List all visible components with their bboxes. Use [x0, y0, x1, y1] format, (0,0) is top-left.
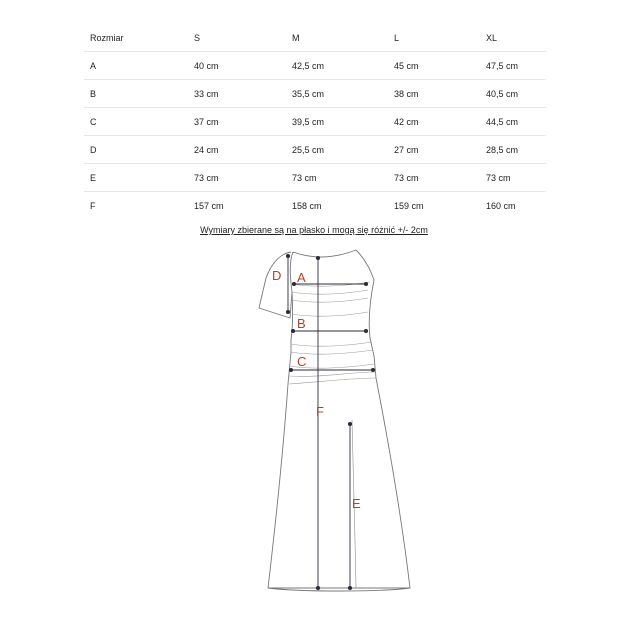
measurement-note: Wymiary zbierane są na płasko i mogą się różnić +/- 2cm — [200, 225, 428, 235]
table-cell: 40 cm — [194, 52, 292, 80]
row-label: D — [84, 136, 194, 164]
table-cell: 160 cm — [486, 200, 516, 211]
table-cell: 40,5 cm — [486, 80, 546, 108]
table-cell: 37 cm — [194, 108, 292, 136]
table-cell: 24 cm — [194, 136, 292, 164]
header-xl: XL — [486, 24, 546, 52]
row-label: F — [90, 200, 96, 211]
table-cell: 33 cm — [194, 80, 292, 108]
label-e: E — [352, 496, 361, 511]
header-m: M — [292, 24, 394, 52]
table-cell: 157 cm — [194, 200, 224, 211]
row-label: E — [84, 164, 194, 192]
label-f: F — [316, 404, 324, 419]
header-size: Rozmiar — [84, 24, 194, 52]
label-d: D — [272, 268, 282, 283]
table-cell: 39,5 cm — [292, 108, 394, 136]
measurement-lines — [286, 254, 374, 589]
table-cell: 159 cm — [394, 200, 424, 211]
table-cell: 35,5 cm — [292, 80, 394, 108]
measure-f-end — [316, 586, 319, 589]
row-label: C — [84, 108, 194, 136]
table-cell: 38 cm — [394, 80, 486, 108]
table-cell: 44,5 cm — [486, 108, 546, 136]
table-cell: 158 cm — [292, 200, 322, 211]
measure-f-end — [316, 256, 319, 259]
row-label: B — [84, 80, 194, 108]
measure-b-end — [291, 329, 294, 332]
table-cell: 27 cm — [394, 136, 486, 164]
measurement-labels — [272, 268, 361, 511]
measure-e-end — [348, 586, 351, 589]
table-cell: 47,5 cm — [486, 52, 546, 80]
table-cell: 28,5 cm — [486, 136, 546, 164]
measure-d-end — [286, 310, 289, 313]
table-cell: 73 cm — [292, 164, 394, 192]
header-l: L — [394, 24, 486, 52]
measure-b-end — [364, 329, 367, 332]
row-label: A — [84, 52, 194, 80]
header-s: S — [194, 24, 292, 52]
table-cell: 73 cm — [194, 164, 292, 192]
table-cell: 42 cm — [394, 108, 486, 136]
label-b: B — [297, 316, 306, 331]
label-c: C — [297, 354, 307, 369]
measure-c-end — [371, 368, 374, 371]
dress-outline — [259, 250, 410, 591]
measure-a-end — [292, 282, 295, 285]
measure-d-end — [286, 254, 289, 257]
label-a: A — [297, 270, 306, 285]
table-cell: 73 cm — [486, 164, 546, 192]
table-cell: 42,5 cm — [292, 52, 394, 80]
table-cell: 25,5 cm — [292, 136, 394, 164]
table-cell: 45 cm — [394, 52, 486, 80]
measure-a-end — [364, 282, 367, 285]
table-cell: 73 cm — [394, 164, 486, 192]
measure-e-end — [348, 422, 351, 425]
measure-c-end — [289, 368, 292, 371]
